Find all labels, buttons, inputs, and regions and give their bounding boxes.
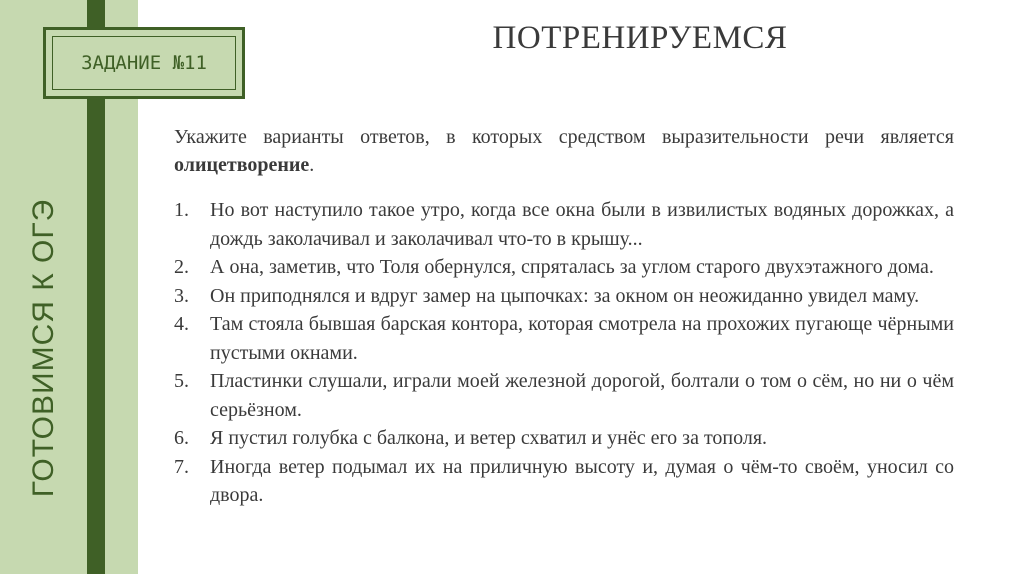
task-number-label: ЗАДАНИЕ №11 xyxy=(81,52,207,74)
option-number: 6. xyxy=(174,427,189,449)
answer-option-4 xyxy=(174,310,954,367)
option-text: Иногда ветер подымал их на приличную высоту и, думая о чём-то своём, уносил со двора. xyxy=(210,455,954,506)
answer-option-7 xyxy=(174,453,954,510)
page-title: ПОТРЕНИРУЕМСЯ xyxy=(492,20,788,56)
option-text: А она, заметив, что Толя обернулся, спряталась за углом старого двухэтажного дома. xyxy=(210,256,934,278)
instruction-end: . xyxy=(309,154,315,176)
answer-options-list xyxy=(174,196,954,510)
option-text: Я пустил голубка с балкона, и ветер схватил и унёс его за тополя. xyxy=(210,427,768,449)
option-text: Он приподнялся и вдруг замер на цыпочках: за окном он неожиданно увидел маму. xyxy=(210,284,920,307)
task-instruction xyxy=(174,123,954,179)
option-text: Но вот наступило такое утро, когда все окна были в извилистых водяных дорожках, а дождь заколачивал и заколачивал что-то в крышу... xyxy=(210,199,954,250)
option-text: Там стояла бывшая барская контора, которая смотрела на прохожих пугающе чёрными пустыми окнами. xyxy=(210,313,954,364)
option-number: 4. xyxy=(174,313,189,335)
answer-option-5 xyxy=(174,367,954,424)
option-number: 2. xyxy=(174,256,189,278)
answer-option-3 xyxy=(174,282,954,311)
option-number: 1. xyxy=(174,199,189,221)
instruction-text: Укажите варианты ответов, в которых средством выразительности речи является xyxy=(174,126,954,148)
option-text: Пластинки слушали, играли моей железной дорогой, болтали о том о сём, но ни о чём серьёзном. xyxy=(210,370,954,421)
option-number: 5. xyxy=(174,370,189,392)
task-number-box xyxy=(43,27,245,99)
answer-option-1 xyxy=(174,196,954,253)
instruction-emphasis: олицетворение xyxy=(174,154,310,176)
answer-option-6 xyxy=(174,424,954,453)
vertical-section-label: ГОТОВИМСЯ К ОГЭ xyxy=(27,198,60,498)
option-number: 7. xyxy=(174,455,189,478)
task-number-box-inner xyxy=(52,36,236,90)
option-number: 3. xyxy=(174,284,189,307)
answer-option-2 xyxy=(174,253,954,282)
